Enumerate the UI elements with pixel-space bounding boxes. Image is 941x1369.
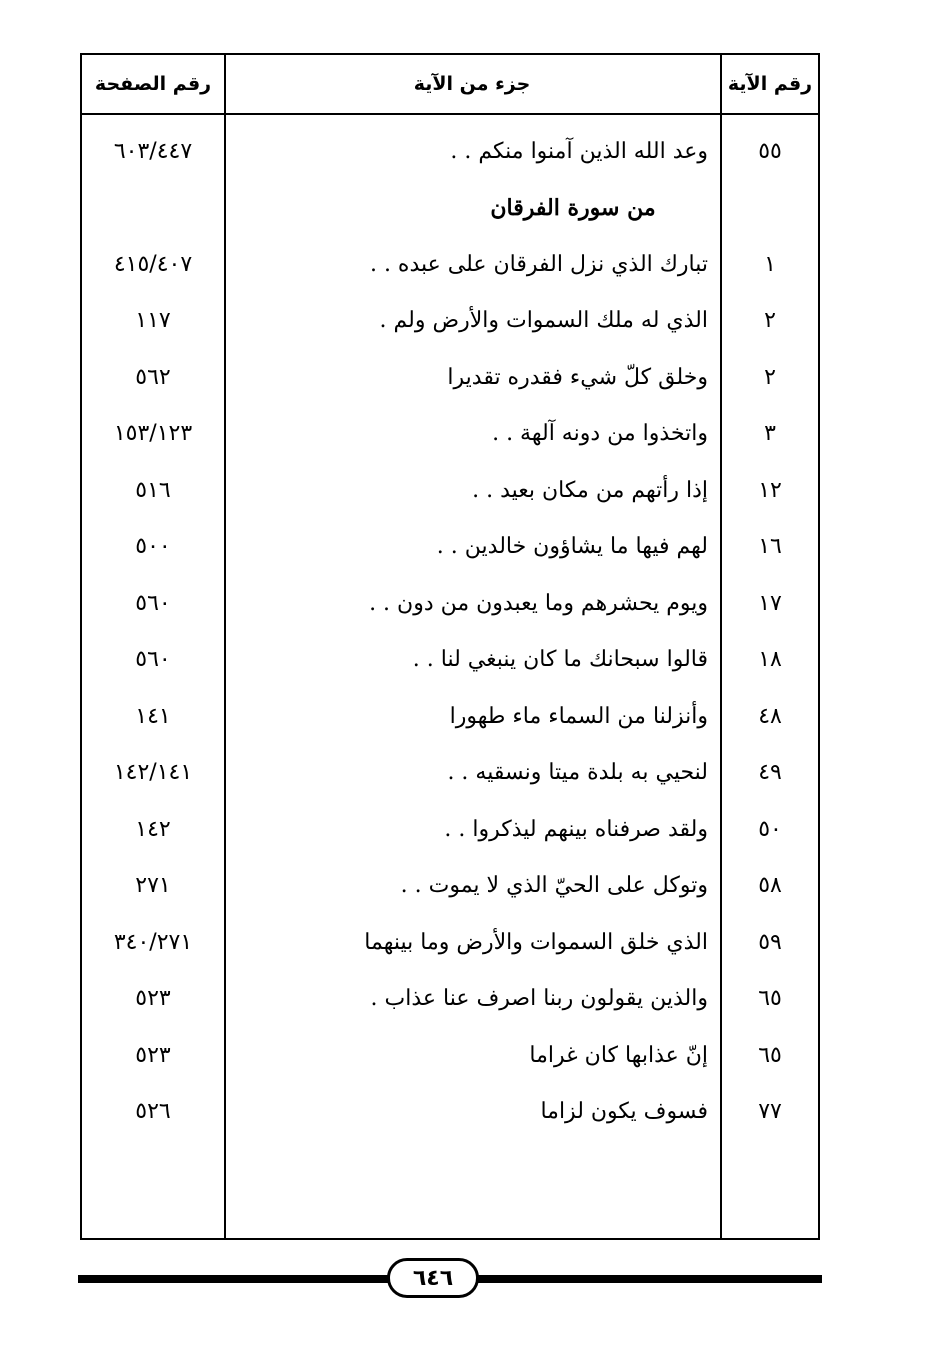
ayah-text-cell: تبارك الذي نزل الفرقان على عبده . . [369,251,708,277]
index-table [80,53,820,1240]
surah-heading: من سورة الفرقان [490,194,656,221]
ayah-text-cell: ويوم يحشرهم وما يعبدون من دون . . [369,590,708,616]
ayah-text-cell: وعد الله الذين آمنوا منكم . . [450,138,708,164]
ayah-number-cell: ٥٩ [758,929,782,955]
page-number-cell: ١٤٢/١٤١ [113,760,193,786]
page-number-cell: ١٤١ [135,703,171,729]
table-row [82,349,818,406]
table-row [82,688,818,745]
ayah-text-cell: لنحيي به بلدة ميتا ونسقيه . . [447,760,708,786]
table-row [82,745,818,802]
page-number-cell: ٦٠٣/٤٤٧ [113,138,193,164]
ayah-number-cell: ١٨ [758,647,782,673]
table-row [82,575,818,632]
table-row [82,519,818,576]
ayah-text-cell: وخلق كلّ شيء فقدره تقديرا [447,364,708,390]
ayah-number-cell: ٢ [764,308,776,334]
table-row [82,914,818,971]
ayah-text-cell: وتوكل على الحيّ الذي لا يموت . . [400,873,708,899]
table-row [82,406,818,463]
page-number-cell: ٥٦٢ [135,364,171,390]
page-number-cell [82,180,224,237]
ayah-number-cell: ٢ [764,364,776,390]
page-number-cell: ٤١٥/٤٠٧ [113,251,193,277]
table-row [82,236,818,293]
table-row [82,801,818,858]
ayah-number-cell: ٣ [764,421,776,447]
ayah-text-cell: إنّ عذابها كان غراما [529,1042,708,1068]
table-row [82,123,818,180]
page-number-cell: ٥٦٠ [135,647,171,673]
table-row [82,858,818,915]
ayah-number-cell: ٦٥ [758,1042,782,1068]
header-divider [82,113,818,115]
page-number-cell: ١٥٣/١٢٣ [113,421,193,447]
table-row [82,462,818,519]
header-ayah-part: جزء من الآية [413,73,531,95]
surah-heading-row [82,180,818,237]
table-body [82,123,818,1140]
ayah-text-cell: واتخذوا من دونه آلهة . . [492,421,708,447]
ayah-text-cell: الذي خلق السموات والأرض وما بينهما [364,929,708,955]
ayah-number-cell: ١٧ [758,590,782,616]
ayah-number-cell: ٥٠ [758,816,782,842]
ayah-number-cell: ٥٨ [758,873,782,899]
ayah-text-cell: وأنزلنا من السماء ماء طهورا [449,703,708,729]
ayah-text-cell: إذا رأتهم من مكان بعيد . . [472,477,708,503]
ayah-number-cell [722,180,818,237]
ayah-text-cell: فسوف يكون لزاما [540,1099,708,1125]
ayah-number-cell: ٥٥ [758,138,782,164]
page-number-badge: ٦٤٦ [387,1258,479,1298]
page-number-cell: ٥٢٦ [135,1099,171,1125]
ayah-number-cell: ٧٧ [758,1099,782,1125]
ayah-number-cell: ٤٩ [758,760,782,786]
page-number-cell: ٥٠٠ [135,534,171,560]
header-ayah-number: رقم الآية [727,73,813,95]
ayah-text-cell: ولقد صرفناه بينهم ليذكروا . . [444,816,708,842]
table-row [82,1084,818,1141]
page-number-cell: ٥١٦ [135,477,171,503]
ayah-text-cell: والذين يقولون ربنا اصرف عنا عذاب . [370,986,708,1012]
ayah-number-cell: ١٦ [758,534,782,560]
table-row [82,293,818,350]
table-row [82,632,818,689]
ayah-number-cell: ٤٨ [758,703,782,729]
header-page-number: رقم الصفحة [94,73,212,95]
ayah-text-cell: قالوا سبحانك ما كان ينبغي لنا . . [412,647,708,673]
page-number-cell: ١١٧ [135,308,171,334]
ayah-number-cell: ١ [764,251,776,277]
page-number-cell: ٢٧١ [135,873,171,899]
page-number-cell: ٥٦٠ [135,590,171,616]
page-number-cell: ٣٤٠/٢٧١ [113,929,193,955]
ayah-number-cell: ٦٥ [758,986,782,1012]
ayah-number-cell: ١٢ [758,477,782,503]
table-row [82,971,818,1028]
ayah-text-cell: الذي له ملك السموات والأرض ولم . [379,308,708,334]
page-number-cell: ٥٢٣ [135,986,171,1012]
ayah-text-cell: لهم فيها ما يشاؤون خالدين . . [436,534,708,560]
page-number-cell: ١٤٢ [135,816,171,842]
table-row [82,1027,818,1084]
page-number-cell: ٥٢٣ [135,1042,171,1068]
